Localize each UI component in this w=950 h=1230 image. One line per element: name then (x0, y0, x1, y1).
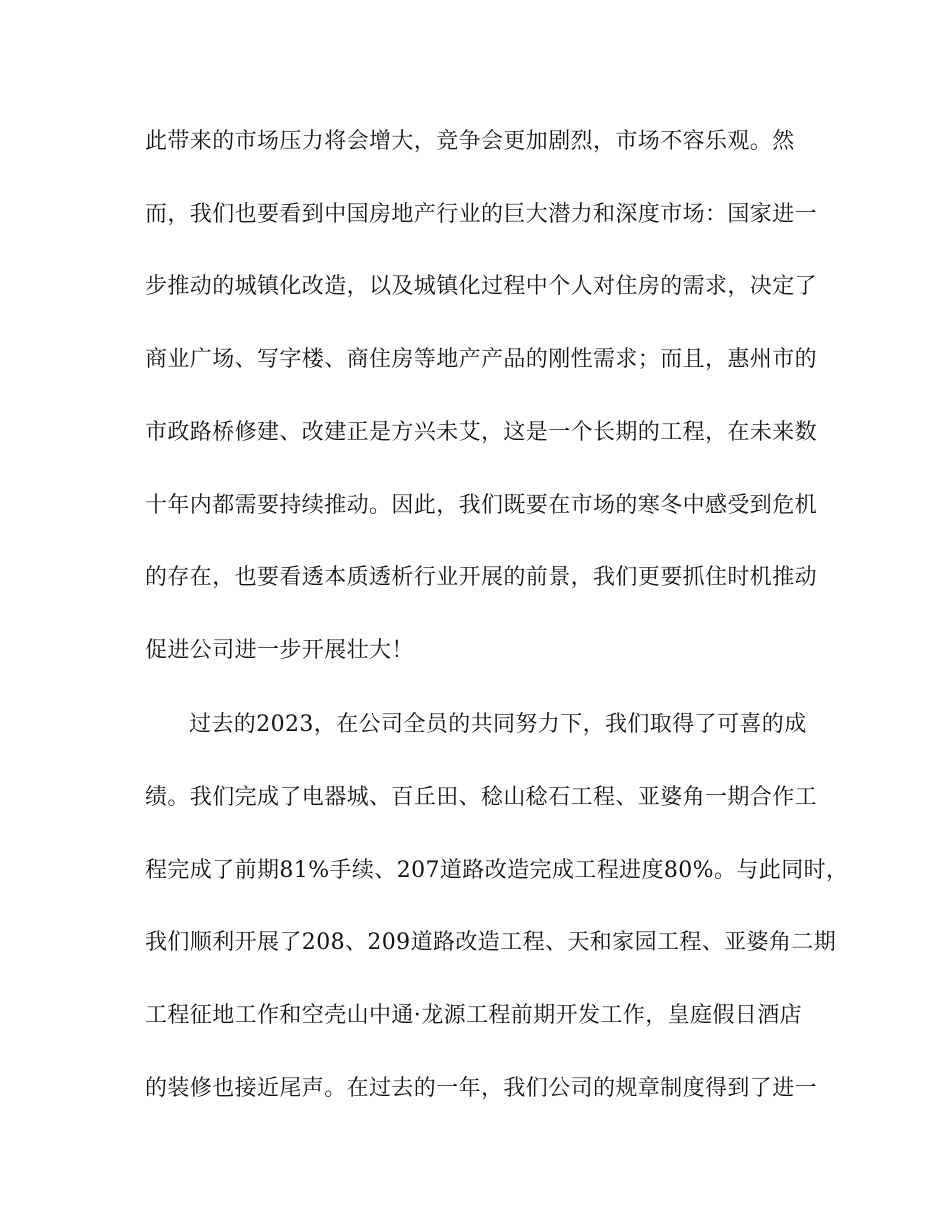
paragraph-line: 的存在，也要看透本质透析行业开展的前景，我们更要抓住时机推动 (145, 565, 818, 590)
paragraph-line: 工程征地工作和空壳山中通·龙源工程前期开发工作，皇庭假日酒店 (145, 1003, 802, 1028)
paragraph-line: 绩。我们完成了电器城、百丘田、稔山稔石工程、亚婆角一期合作工 (145, 785, 818, 810)
paragraph-line: 程完成了前期81%手续、207道路改造完成工程进度80%。与此同时， (145, 858, 849, 883)
paragraph-line: 我们顺利开展了208、209道路改造工程、天和家园工程、亚婆角二期 (145, 930, 837, 955)
paragraph-line: 商业广场、写字楼、商住房等地产产品的刚性需求；而且，惠州市的 (145, 347, 818, 372)
paragraph-line: 而，我们也要看到中国房地产行业的巨大潜力和深度市场：国家进一 (145, 202, 818, 227)
paragraph-line: 促进公司进一步开展壮大！ (145, 638, 414, 663)
paragraph-line: 市政路桥修建、改建正是方兴未艾，这是一个长期的工程，在未来数 (145, 420, 818, 445)
paragraph-line: 步推动的城镇化改造，以及城镇化过程中个人对住房的需求，决定了 (145, 274, 818, 299)
paragraph-line: 十年内都需要持续推动。因此，我们既要在市场的寒冬中感受到危机 (145, 493, 818, 518)
paragraph-line: 过去的2023，在公司全员的共同努力下，我们取得了可喜的成 (189, 712, 807, 737)
paragraph-line: 此带来的市场压力将会增大，竞争会更加剧烈，市场不容乐观。然 (145, 129, 795, 154)
paragraph-line: 的装修也接近尾声。在过去的一年，我们公司的规章制度得到了进一 (145, 1076, 818, 1101)
